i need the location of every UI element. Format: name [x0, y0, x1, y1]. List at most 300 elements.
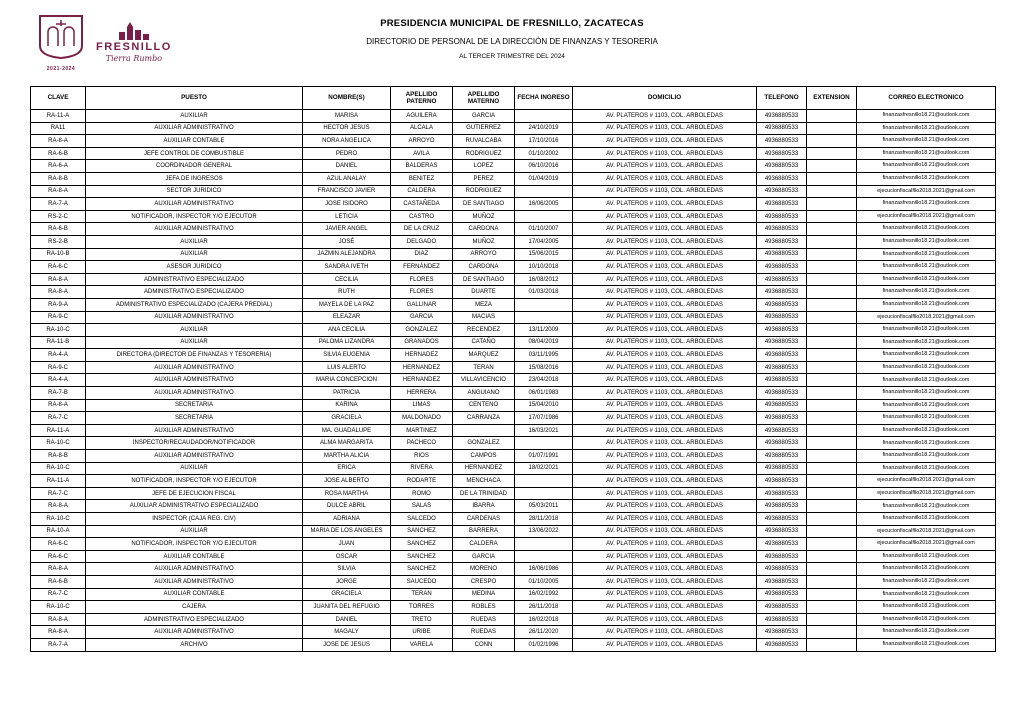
cell-puesto: AUXILIAR CONTABLE [86, 550, 303, 563]
cell-puesto: AUXILIAR ADMINISTRATIVO [86, 450, 303, 463]
cell-fecha-ingreso: 01/10/2007 [515, 223, 573, 236]
cell-puesto: AUXILIAR ADMINISTRATIVO [86, 198, 303, 211]
cell-nombres: ADRIANA [303, 513, 391, 526]
table-row [31, 500, 996, 513]
cell-extension [807, 286, 857, 299]
table-row [31, 273, 996, 286]
cell-fecha-ingreso: 15/04/2010 [515, 399, 573, 412]
cell-apellido-materno: RECENDEZ [453, 324, 515, 337]
cell-clave: RA-8-A [31, 500, 86, 513]
cell-apellido-materno: RODRIGUEZ [453, 147, 515, 160]
cell-domicilio: AV. PLATEROS # 1103, COL. ARBOLEDAS [573, 349, 757, 362]
cell-nombres: PEDRO [303, 147, 391, 160]
cell-fecha-ingreso [515, 538, 573, 551]
cell-extension [807, 198, 857, 211]
table-row [31, 626, 996, 639]
cell-telefono: 4936880533 [757, 563, 807, 576]
cell-extension [807, 135, 857, 148]
table-row [31, 349, 996, 362]
cell-extension [807, 500, 857, 513]
cell-puesto: SECRETARIA [86, 412, 303, 425]
cell-fecha-ingreso [515, 185, 573, 198]
cell-apellido-materno: PEREZ [453, 172, 515, 185]
cell-clave: RA-7-C [31, 588, 86, 601]
cell-fecha-ingreso: 16/02/2018 [515, 613, 573, 626]
cell-fecha-ingreso: 15/06/2015 [515, 248, 573, 261]
cell-apellido-paterno: SANCHEZ [391, 550, 453, 563]
cell-clave: RA-9-A [31, 298, 86, 311]
table-row [31, 424, 996, 437]
cell-apellido-paterno: AVILA [391, 147, 453, 160]
cell-apellido-paterno: HERRERA [391, 387, 453, 400]
cell-fecha-ingreso: 06/01/1983 [515, 387, 573, 400]
cell-apellido-materno: MUÑOZ [453, 235, 515, 248]
cell-apellido-materno: DE SANTIAGO [453, 273, 515, 286]
table-row [31, 374, 996, 387]
cell-extension [807, 601, 857, 614]
cell-apellido-paterno: GONZALEZ [391, 324, 453, 337]
cell-fecha-ingreso: 26/11/2020 [515, 626, 573, 639]
cell-correo: finanzasfresnillo18.21@outlook.com [857, 626, 996, 639]
cell-extension [807, 223, 857, 236]
cell-apellido-materno: GONZALEZ [453, 437, 515, 450]
table-row [31, 160, 996, 173]
cell-clave: RA-9-C [31, 311, 86, 324]
cell-puesto: AUXILIAR ADMINISTRATIVO [86, 575, 303, 588]
cell-fecha-ingreso: 06/10/2016 [515, 160, 573, 173]
table-row [31, 361, 996, 374]
table-row [31, 135, 996, 148]
table-row [31, 513, 996, 526]
cell-apellido-materno: CATAÑO [453, 336, 515, 349]
cell-puesto: AUXILIAR [86, 248, 303, 261]
cell-fecha-ingreso: 16/02/1992 [515, 588, 573, 601]
cell-fecha-ingreso: 17/07/1986 [515, 412, 573, 425]
cell-extension [807, 273, 857, 286]
cell-nombres: JOSÉ [303, 235, 391, 248]
cell-apellido-paterno: DE LA CRUZ [391, 223, 453, 236]
cell-puesto: CAJERA [86, 601, 303, 614]
cell-fecha-ingreso: 24/10/2019 [515, 122, 573, 135]
cell-telefono: 4936880533 [757, 336, 807, 349]
cell-fecha-ingreso: 01/07/1991 [515, 450, 573, 463]
cell-fecha-ingreso: 23/04/2018 [515, 374, 573, 387]
cell-fecha-ingreso [515, 311, 573, 324]
cell-apellido-paterno: VARELA [391, 638, 453, 651]
column-header-domicilio: DOMICILIO [573, 87, 757, 110]
cell-correo: finanzasfresnillo18.21@outlook.com [857, 550, 996, 563]
table-row [31, 235, 996, 248]
cell-clave: RA-10-C [31, 462, 86, 475]
cell-clave: RA-7-A [31, 198, 86, 211]
cell-apellido-paterno: TERAN [391, 588, 453, 601]
cell-nombres: MARISA [303, 110, 391, 123]
cell-apellido-paterno: RIVERA [391, 462, 453, 475]
cell-apellido-paterno: MARTINEZ [391, 424, 453, 437]
cell-puesto: AUXILIAR [86, 110, 303, 123]
cell-domicilio: AV. PLATEROS # 1103, COL. ARBOLEDAS [573, 424, 757, 437]
cell-telefono: 4936880533 [757, 172, 807, 185]
header-row [31, 87, 996, 110]
column-header-nombres: NOMBRE(S) [303, 87, 391, 110]
table-row [31, 437, 996, 450]
cell-correo: finanzasfresnillo18.21@outlook.com [857, 361, 996, 374]
cell-correo: finanzasfresnillo18.21@outlook.com [857, 160, 996, 173]
cell-apellido-paterno: SANCHEZ [391, 563, 453, 576]
cell-correo: finanzasfresnillo18.21@outlook.com [857, 563, 996, 576]
cell-puesto: INSPECTOR (CAJA REG. CIV) [86, 513, 303, 526]
table-row [31, 525, 996, 538]
cell-apellido-materno: HERNANDEZ [453, 462, 515, 475]
fresnillo-tagline: Tierra Rumbo [105, 53, 163, 63]
cell-nombres: MARTHA ALICIA [303, 450, 391, 463]
cell-domicilio: AV. PLATEROS # 1103, COL. ARBOLEDAS [573, 475, 757, 488]
cell-clave: RA11 [31, 122, 86, 135]
cell-puesto: ADMINISTRATIVO ESPECIALIZADO [86, 613, 303, 626]
cell-telefono: 4936880533 [757, 324, 807, 337]
cell-clave: RS-2-B [31, 235, 86, 248]
cell-apellido-paterno: SALCEDO [391, 513, 453, 526]
cell-puesto: AUXILIAR ADMINISTRATIVO [86, 387, 303, 400]
column-header-fecha-ingreso: FECHA INGRESO [515, 87, 573, 110]
cell-nombres: MA. GUADALUPE [303, 424, 391, 437]
cell-telefono: 4936880533 [757, 475, 807, 488]
cell-nombres: JOSE ALBERTO [303, 475, 391, 488]
cell-fecha-ingreso [515, 298, 573, 311]
cell-clave: RA-8-A [31, 399, 86, 412]
cell-nombres: SANDRA IVETH [303, 261, 391, 274]
cell-apellido-paterno: SAUCEDO [391, 575, 453, 588]
cell-correo: finanzasfresnillo18.21@outlook.com [857, 387, 996, 400]
table-row [31, 412, 996, 425]
cell-clave: RA-6-A [31, 160, 86, 173]
table-row [31, 613, 996, 626]
cell-telefono: 4936880533 [757, 110, 807, 123]
cell-fecha-ingreso: 16/03/2021 [515, 424, 573, 437]
cell-correo: ejecucionfiscalfllo2018.2021@gmail.com [857, 210, 996, 223]
cell-apellido-materno: CONN [453, 638, 515, 651]
cell-fecha-ingreso: 26/11/2018 [515, 601, 573, 614]
cell-correo: finanzasfresnillo18.21@outlook.com [857, 575, 996, 588]
cell-domicilio: AV. PLATEROS # 1103, COL. ARBOLEDAS [573, 613, 757, 626]
table-row [31, 475, 996, 488]
cell-fecha-ingreso: 16/06/2005 [515, 198, 573, 211]
cell-nombres: CECILIA [303, 273, 391, 286]
cell-correo: finanzasfresnillo18.21@outlook.com [857, 437, 996, 450]
table-row [31, 638, 996, 651]
cell-telefono: 4936880533 [757, 424, 807, 437]
table-row [31, 298, 996, 311]
cell-telefono: 4936880533 [757, 575, 807, 588]
cell-puesto: AUXILIAR ADMINISTRATIVO [86, 626, 303, 639]
cell-extension [807, 563, 857, 576]
cell-telefono: 4936880533 [757, 550, 807, 563]
cell-correo: finanzasfresnillo18.21@outlook.com [857, 223, 996, 236]
cell-correo: ejecucionfiscalfllo2018.2021@gmail.com [857, 185, 996, 198]
cell-apellido-paterno: SALAS [391, 500, 453, 513]
cell-nombres: ANA CECILIA [303, 324, 391, 337]
cell-correo: finanzasfresnillo18.21@outlook.com [857, 462, 996, 475]
cell-puesto: COORDINADOR GENERAL [86, 160, 303, 173]
cell-correo: ejecucionfiscalfllo2018.2021@gmail.com [857, 311, 996, 324]
cell-correo: finanzasfresnillo18.21@outlook.com [857, 298, 996, 311]
cell-apellido-paterno: GRANADOS [391, 336, 453, 349]
cell-telefono: 4936880533 [757, 450, 807, 463]
cell-apellido-materno: RUVALCABA [453, 135, 515, 148]
cell-correo: ejecucionfiscalfllo2018.2021@gmail.com [857, 525, 996, 538]
cell-nombres: JUAN [303, 538, 391, 551]
cell-apellido-paterno: ROMO [391, 487, 453, 500]
cell-telefono: 4936880533 [757, 638, 807, 651]
cell-correo: finanzasfresnillo18.21@outlook.com [857, 273, 996, 286]
cell-apellido-paterno: GARCIA [391, 311, 453, 324]
cell-fecha-ingreso [515, 437, 573, 450]
cell-fecha-ingreso: 01/04/2019 [515, 172, 573, 185]
page-title: PRESIDENCIA MUNICIPAL DE FRESNILLO, ZACATECAS [380, 18, 644, 29]
cell-extension [807, 424, 857, 437]
cell-clave: RA-6-C [31, 261, 86, 274]
cell-correo: finanzasfresnillo18.21@outlook.com [857, 424, 996, 437]
cell-puesto: ARCHIVO [86, 638, 303, 651]
cell-fecha-ingreso [515, 210, 573, 223]
table-row [31, 550, 996, 563]
cell-extension [807, 588, 857, 601]
cell-extension [807, 147, 857, 160]
cell-telefono: 4936880533 [757, 361, 807, 374]
table-row [31, 399, 996, 412]
cell-domicilio: AV. PLATEROS # 1103, COL. ARBOLEDAS [573, 160, 757, 173]
cell-domicilio: AV. PLATEROS # 1103, COL. ARBOLEDAS [573, 248, 757, 261]
cell-apellido-paterno: HERNANDEZ [391, 361, 453, 374]
cell-correo: finanzasfresnillo18.21@outlook.com [857, 110, 996, 123]
cell-correo: finanzasfresnillo18.21@outlook.com [857, 374, 996, 387]
cell-clave: RA-6-B [31, 147, 86, 160]
cell-domicilio: AV. PLATEROS # 1103, COL. ARBOLEDAS [573, 210, 757, 223]
cell-clave: RA-4-A [31, 374, 86, 387]
column-header-clave: CLAVE [31, 87, 86, 110]
cell-extension [807, 437, 857, 450]
cell-telefono: 4936880533 [757, 525, 807, 538]
cell-apellido-materno: CARDONA [453, 223, 515, 236]
table-row [31, 588, 996, 601]
cell-apellido-materno: CENTENO [453, 399, 515, 412]
cell-apellido-materno: MARQUEZ [453, 349, 515, 362]
cell-extension [807, 311, 857, 324]
cell-apellido-materno: GARCIA [453, 110, 515, 123]
cell-apellido-paterno: BALDERAS [391, 160, 453, 173]
cell-apellido-materno: CAMPOS [453, 450, 515, 463]
table-row [31, 450, 996, 463]
cell-nombres: ELEAZAR [303, 311, 391, 324]
table-row [31, 286, 996, 299]
cell-extension [807, 374, 857, 387]
table-row [31, 147, 996, 160]
cell-telefono: 4936880533 [757, 487, 807, 500]
cell-extension [807, 172, 857, 185]
cell-telefono: 4936880533 [757, 298, 807, 311]
cell-puesto: NOTIFICADOR, INSPECTOR Y/O EJECUTOR [86, 210, 303, 223]
table-row [31, 311, 996, 324]
cell-correo: finanzasfresnillo18.21@outlook.com [857, 261, 996, 274]
cell-telefono: 4936880533 [757, 513, 807, 526]
cell-extension [807, 160, 857, 173]
cell-correo: finanzasfresnillo18.21@outlook.com [857, 248, 996, 261]
cell-apellido-paterno: FLORES [391, 286, 453, 299]
cell-domicilio: AV. PLATEROS # 1103, COL. ARBOLEDAS [573, 135, 757, 148]
cell-correo: finanzasfresnillo18.21@outlook.com [857, 450, 996, 463]
cell-correo: finanzasfresnillo18.21@outlook.com [857, 286, 996, 299]
cell-apellido-paterno: URIBE [391, 626, 453, 639]
fresnillo-wordmark: FRESNILLO [96, 40, 172, 53]
cell-extension [807, 538, 857, 551]
cell-correo: finanzasfresnillo18.21@outlook.com [857, 235, 996, 248]
cell-fecha-ingreso: 13/06/2022 [515, 525, 573, 538]
table-row [31, 172, 996, 185]
cell-apellido-paterno: TORRES [391, 601, 453, 614]
cell-domicilio: AV. PLATEROS # 1103, COL. ARBOLEDAS [573, 412, 757, 425]
cell-extension [807, 261, 857, 274]
cell-nombres: RUTH [303, 286, 391, 299]
cell-nombres: JUANITA DEL REFUGIO [303, 601, 391, 614]
cell-nombres: AZUL ANALAY [303, 172, 391, 185]
cell-apellido-paterno: FLORES [391, 273, 453, 286]
document-header [0, 18, 1024, 60]
cell-clave: RA-8-A [31, 185, 86, 198]
table-row [31, 487, 996, 500]
cell-puesto: ADMINISTRATIVO ESPECIALIZADO (CAJERA PREDIAL) [86, 298, 303, 311]
cell-apellido-materno: DUARTE [453, 286, 515, 299]
cell-puesto: JEFE CONTROL DE COMBUSTIBLE [86, 147, 303, 160]
cell-clave: RA-6-B [31, 575, 86, 588]
cell-domicilio: AV. PLATEROS # 1103, COL. ARBOLEDAS [573, 437, 757, 450]
cell-telefono: 4936880533 [757, 626, 807, 639]
cell-puesto: AUXILIAR [86, 235, 303, 248]
cell-extension [807, 462, 857, 475]
table-row [31, 210, 996, 223]
table-row [31, 601, 996, 614]
table-row [31, 185, 996, 198]
cell-fecha-ingreso: 15/08/2016 [515, 361, 573, 374]
cell-correo: finanzasfresnillo18.21@outlook.com [857, 336, 996, 349]
cell-puesto: NOTIFICADOR, INSPECTOR Y/O EJECUTOR [86, 475, 303, 488]
cell-extension [807, 575, 857, 588]
cell-nombres: PALOMA LIZANDRA [303, 336, 391, 349]
table-row [31, 198, 996, 211]
cell-apellido-materno: MORENO [453, 563, 515, 576]
cell-apellido-paterno: BENITEZ [391, 172, 453, 185]
cell-extension [807, 336, 857, 349]
cell-apellido-paterno: MALDONADO [391, 412, 453, 425]
cell-apellido-materno: LOPEZ [453, 160, 515, 173]
cell-nombres: ERICA [303, 462, 391, 475]
cell-telefono: 4936880533 [757, 122, 807, 135]
cell-apellido-paterno: DIAZ [391, 248, 453, 261]
cell-domicilio: AV. PLATEROS # 1103, COL. ARBOLEDAS [573, 525, 757, 538]
cell-clave: RA-7-C [31, 487, 86, 500]
cell-apellido-materno: RODRIGUEZ [453, 185, 515, 198]
cell-puesto: ASESOR JURIDICO [86, 261, 303, 274]
cell-domicilio: AV. PLATEROS # 1103, COL. ARBOLEDAS [573, 374, 757, 387]
cell-nombres: SILVIA [303, 563, 391, 576]
cell-extension [807, 487, 857, 500]
cell-apellido-paterno: LIMAS [391, 399, 453, 412]
table-body [31, 110, 996, 652]
cell-correo: finanzasfresnillo18.21@outlook.com [857, 324, 996, 337]
cell-fecha-ingreso [515, 110, 573, 123]
cell-clave: RA-11-A [31, 424, 86, 437]
cell-clave: RA-10-C [31, 513, 86, 526]
cell-clave: RA-7-B [31, 387, 86, 400]
cell-extension [807, 412, 857, 425]
cell-nombres: MAGALY [303, 626, 391, 639]
cell-domicilio: AV. PLATEROS # 1103, COL. ARBOLEDAS [573, 223, 757, 236]
cell-extension [807, 613, 857, 626]
cell-telefono: 4936880533 [757, 399, 807, 412]
cell-nombres: LUIS ALERTO [303, 361, 391, 374]
cell-clave: RA-7-C [31, 412, 86, 425]
cell-puesto: SECRETARIA [86, 399, 303, 412]
table-row [31, 110, 996, 123]
cell-apellido-materno: DE LA TRINIDAD [453, 487, 515, 500]
cell-fecha-ingreso: 17/04/2005 [515, 235, 573, 248]
cell-correo: finanzasfresnillo18.21@outlook.com [857, 172, 996, 185]
cell-puesto: AUXILIAR [86, 324, 303, 337]
cell-telefono: 4936880533 [757, 248, 807, 261]
cell-clave: RA-10-A [31, 525, 86, 538]
cell-apellido-paterno: CALDERA [391, 185, 453, 198]
table-row [31, 336, 996, 349]
table-row [31, 462, 996, 475]
cell-nombres: MARIA DE LOS ANGELES [303, 525, 391, 538]
cell-domicilio: AV. PLATEROS # 1103, COL. ARBOLEDAS [573, 185, 757, 198]
column-header-apellido-paterno: APELLIDO PATERNO [391, 87, 453, 110]
cell-clave: RA-10-C [31, 437, 86, 450]
table-row [31, 122, 996, 135]
cell-fecha-ingreso: 01/10/2002 [515, 147, 573, 160]
cell-extension [807, 626, 857, 639]
cell-domicilio: AV. PLATEROS # 1103, COL. ARBOLEDAS [573, 198, 757, 211]
cell-apellido-materno: IBARRA [453, 500, 515, 513]
cell-extension [807, 638, 857, 651]
cell-extension [807, 550, 857, 563]
cell-fecha-ingreso: 01/10/2005 [515, 575, 573, 588]
cell-domicilio: AV. PLATEROS # 1103, COL. ARBOLEDAS [573, 500, 757, 513]
cell-apellido-materno: CALDERA [453, 538, 515, 551]
cell-nombres: JOSE ISIDORO [303, 198, 391, 211]
cell-clave: RA-8-A [31, 273, 86, 286]
cell-domicilio: AV. PLATEROS # 1103, COL. ARBOLEDAS [573, 172, 757, 185]
page-period: AL TERCER TRIMESTRE DEL 2024 [459, 53, 565, 60]
cell-puesto: ADMINISTRATIVO ESPECIALIZADO [86, 286, 303, 299]
personnel-table [30, 86, 996, 652]
cell-apellido-materno: MEDINA [453, 588, 515, 601]
cell-apellido-materno: RUEDAS [453, 626, 515, 639]
cell-domicilio: AV. PLATEROS # 1103, COL. ARBOLEDAS [573, 450, 757, 463]
cell-domicilio: AV. PLATEROS # 1103, COL. ARBOLEDAS [573, 324, 757, 337]
cell-puesto: AUXILIAR ADMINISTRATIVO [86, 374, 303, 387]
cell-correo: ejecucionfiscalfllo2018.2021@gmail.com [857, 538, 996, 551]
cell-extension [807, 248, 857, 261]
cell-domicilio: AV. PLATEROS # 1103, COL. ARBOLEDAS [573, 588, 757, 601]
cell-fecha-ingreso: 08/04/2019 [515, 336, 573, 349]
cell-nombres: LETICIA [303, 210, 391, 223]
cell-nombres: ROSA MARTHA [303, 487, 391, 500]
cell-correo: finanzasfresnillo18.21@outlook.com [857, 198, 996, 211]
cell-apellido-materno: CARDENAS [453, 513, 515, 526]
cell-apellido-paterno: SANCHEZ [391, 525, 453, 538]
cell-apellido-materno: BARRERA [453, 525, 515, 538]
cell-domicilio: AV. PLATEROS # 1103, COL. ARBOLEDAS [573, 273, 757, 286]
